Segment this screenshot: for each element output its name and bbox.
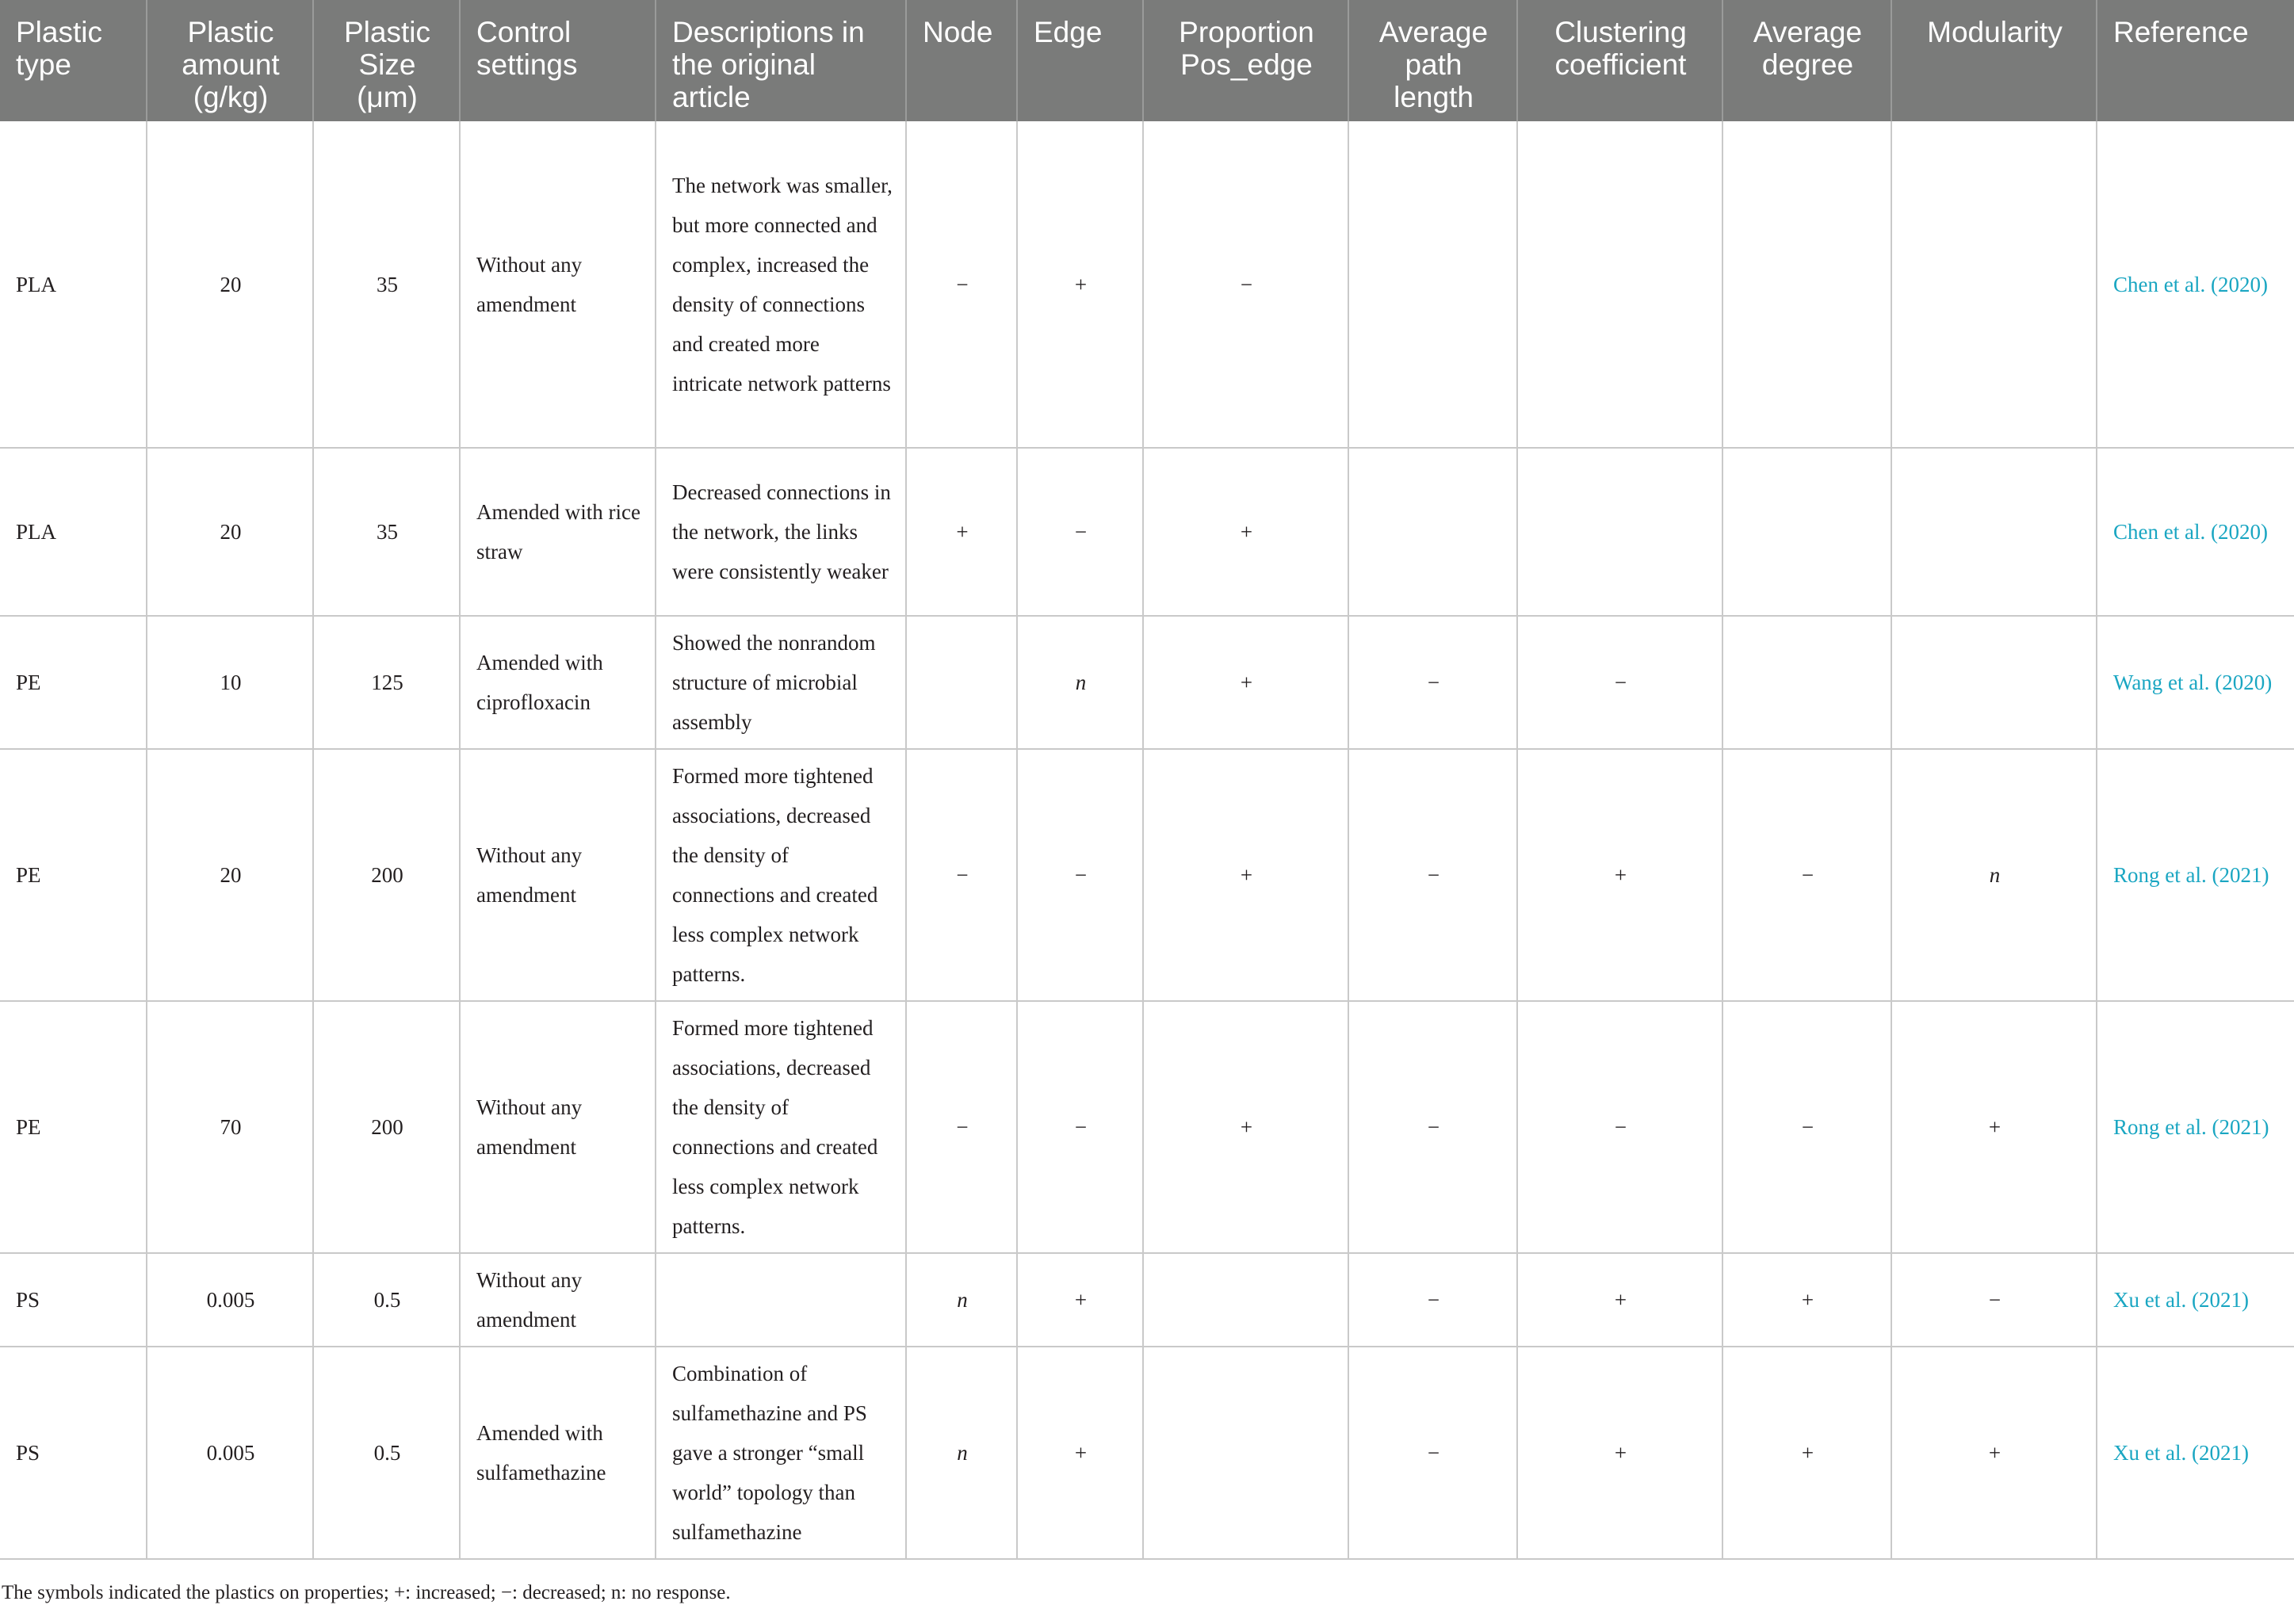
cell-plastic-size: 35	[313, 448, 460, 616]
cell-clustering-coefficient	[1517, 448, 1722, 616]
cell-node: n	[906, 1253, 1017, 1347]
header-plastic-type: Plastic type	[0, 0, 147, 121]
header-clustering-coefficient: Clustering coefficient	[1517, 0, 1722, 121]
cell-average-degree: −	[1722, 1001, 1891, 1253]
cell-average-path-length: −	[1348, 1253, 1517, 1347]
header-row	[0, 0, 2294, 121]
table-row	[0, 448, 2294, 616]
cell-plastic-amount: 70	[147, 1001, 313, 1253]
cell-edge: −	[1017, 749, 1143, 1001]
cell-plastic-type: PE	[0, 1001, 147, 1253]
cell-average-path-length	[1348, 448, 1517, 616]
cell-average-path-length	[1348, 121, 1517, 448]
cell-edge: n	[1017, 616, 1143, 749]
header-node: Node	[906, 0, 1017, 121]
cell-plastic-type: PS	[0, 1347, 147, 1559]
cell-plastic-amount: 20	[147, 749, 313, 1001]
reference-link[interactable]: Chen et al. (2020)	[2097, 448, 2294, 616]
cell-clustering-coefficient: +	[1517, 749, 1722, 1001]
cell-control-settings: Amended with ciprofloxacin	[460, 616, 656, 749]
reference-link[interactable]: Chen et al. (2020)	[2097, 121, 2294, 448]
cell-plastic-amount: 20	[147, 121, 313, 448]
cell-description: Showed the nonrandom structure of microbial assembly	[656, 616, 906, 749]
cell-proportion-pos-edge: +	[1143, 1001, 1348, 1253]
cell-proportion-pos-edge: +	[1143, 448, 1348, 616]
header-reference: Reference	[2097, 0, 2294, 121]
cell-modularity	[1891, 121, 2097, 448]
cell-description: The network was smaller, but more connected and complex, increased the density of connections and created more intricate network patterns	[656, 121, 906, 448]
cell-plastic-size: 0.5	[313, 1253, 460, 1347]
cell-description: Decreased connections in the network, the links were consistently weaker	[656, 448, 906, 616]
cell-modularity	[1891, 448, 2097, 616]
cell-average-degree	[1722, 121, 1891, 448]
cell-node: −	[906, 749, 1017, 1001]
header-plastic-size: Plastic Size (μm)	[313, 0, 460, 121]
cell-average-degree	[1722, 616, 1891, 749]
cell-plastic-size: 125	[313, 616, 460, 749]
cell-control-settings: Amended with sulfamethazine	[460, 1347, 656, 1559]
table-row	[0, 1001, 2294, 1253]
cell-plastic-amount: 0.005	[147, 1253, 313, 1347]
cell-description: Formed more tightened associations, decreased the density of connections and created less complex network patterns.	[656, 1001, 906, 1253]
cell-edge: +	[1017, 121, 1143, 448]
cell-clustering-coefficient: −	[1517, 616, 1722, 749]
cell-plastic-type: PE	[0, 616, 147, 749]
cell-plastic-amount: 0.005	[147, 1347, 313, 1559]
cell-edge: −	[1017, 1001, 1143, 1253]
header-average-path-length: Average path length	[1348, 0, 1517, 121]
cell-plastic-type: PE	[0, 749, 147, 1001]
header-edge: Edge	[1017, 0, 1143, 121]
cell-plastic-amount: 10	[147, 616, 313, 749]
cell-plastic-size: 200	[313, 1001, 460, 1253]
header-descriptions: Descriptions in the original article	[656, 0, 906, 121]
table-row	[0, 1347, 2294, 1559]
cell-description	[656, 1253, 906, 1347]
cell-control-settings: Without any amendment	[460, 749, 656, 1001]
cell-average-degree: +	[1722, 1253, 1891, 1347]
reference-link[interactable]: Xu et al. (2021)	[2097, 1253, 2294, 1347]
table-row	[0, 749, 2294, 1001]
table-header	[0, 0, 2294, 121]
cell-modularity: −	[1891, 1253, 2097, 1347]
cell-proportion-pos-edge: −	[1143, 121, 1348, 448]
cell-average-path-length: −	[1348, 1001, 1517, 1253]
cell-proportion-pos-edge: +	[1143, 616, 1348, 749]
header-proportion-pos-edge: Proportion Pos_edge	[1143, 0, 1348, 121]
cell-node: −	[906, 121, 1017, 448]
table-footnote: The symbols indicated the plastics on properties; +: increased; −: decreased; n: no response.	[2, 1582, 731, 1603]
cell-modularity: n	[1891, 749, 2097, 1001]
header-modularity: Modularity	[1891, 0, 2097, 121]
table-row	[0, 1253, 2294, 1347]
cell-modularity	[1891, 616, 2097, 749]
cell-edge: +	[1017, 1253, 1143, 1347]
cell-plastic-size: 0.5	[313, 1347, 460, 1559]
cell-proportion-pos-edge: +	[1143, 749, 1348, 1001]
cell-node: n	[906, 1347, 1017, 1559]
cell-description: Combination of sulfamethazine and PS gave a stronger “small world” topology than sulfamethazine	[656, 1347, 906, 1559]
cell-plastic-amount: 20	[147, 448, 313, 616]
cell-average-path-length: −	[1348, 616, 1517, 749]
cell-modularity: +	[1891, 1001, 2097, 1253]
header-control-settings: Control settings	[460, 0, 656, 121]
cell-node	[906, 616, 1017, 749]
cell-edge: +	[1017, 1347, 1143, 1559]
cell-plastic-type: PS	[0, 1253, 147, 1347]
cell-clustering-coefficient: +	[1517, 1253, 1722, 1347]
cell-control-settings: Without any amendment	[460, 1253, 656, 1347]
cell-clustering-coefficient: +	[1517, 1347, 1722, 1559]
cell-clustering-coefficient	[1517, 121, 1722, 448]
header-average-degree: Average degree	[1722, 0, 1891, 121]
reference-link[interactable]: Xu et al. (2021)	[2097, 1347, 2294, 1559]
cell-clustering-coefficient: −	[1517, 1001, 1722, 1253]
cell-proportion-pos-edge	[1143, 1253, 1348, 1347]
cell-node: +	[906, 448, 1017, 616]
reference-link[interactable]: Rong et al. (2021)	[2097, 1001, 2294, 1253]
cell-average-degree: −	[1722, 749, 1891, 1001]
cell-control-settings: Without any amendment	[460, 1001, 656, 1253]
cell-plastic-size: 200	[313, 749, 460, 1001]
cell-average-degree: +	[1722, 1347, 1891, 1559]
table-body	[0, 121, 2294, 1559]
cell-average-path-length: −	[1348, 1347, 1517, 1559]
cell-plastic-type: PLA	[0, 448, 147, 616]
cell-average-degree	[1722, 448, 1891, 616]
reference-link[interactable]: Wang et al. (2020)	[2097, 616, 2294, 749]
table-row	[0, 616, 2294, 749]
cell-plastic-size: 35	[313, 121, 460, 448]
header-plastic-amount: Plastic amount (g/kg)	[147, 0, 313, 121]
cell-plastic-type: PLA	[0, 121, 147, 448]
cell-average-path-length: −	[1348, 749, 1517, 1001]
reference-link[interactable]: Rong et al. (2021)	[2097, 749, 2294, 1001]
cell-edge: −	[1017, 448, 1143, 616]
table-row	[0, 121, 2294, 448]
cell-description: Formed more tightened associations, decreased the density of connections and created less complex network patterns.	[656, 749, 906, 1001]
cell-control-settings: Without any amendment	[460, 121, 656, 448]
cell-control-settings: Amended with rice straw	[460, 448, 656, 616]
cell-node: −	[906, 1001, 1017, 1253]
cell-modularity: +	[1891, 1347, 2097, 1559]
cell-proportion-pos-edge	[1143, 1347, 1348, 1559]
